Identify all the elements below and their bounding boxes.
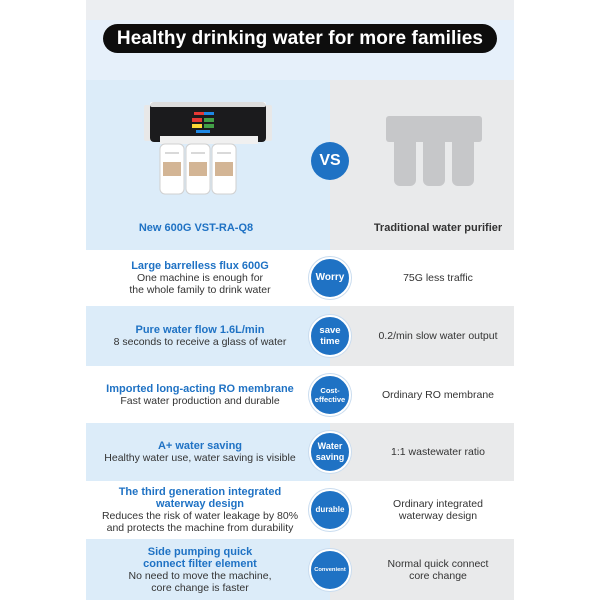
benefit-badge: Convenient	[309, 549, 351, 591]
traditional-text: Ordinary integrated waterway design	[393, 498, 483, 522]
new-product-label: New 600G VST-RA-Q8	[138, 222, 254, 234]
feature-title: Large barrelless flux 600G	[131, 260, 269, 272]
feature-description: Reduces the risk of water leakage by 80% and protects the machine from durability	[101, 510, 299, 534]
feature-title: Imported long-acting RO membrane	[106, 382, 294, 395]
comparison-row	[86, 539, 514, 600]
vs-badge: VS	[311, 142, 349, 180]
feature-text	[90, 306, 310, 366]
benefit-badge: save time	[309, 315, 351, 357]
traditional-text: Normal quick connect core change	[387, 557, 489, 582]
benefit-badge: Worry	[309, 257, 351, 299]
comparison-row	[86, 306, 514, 366]
comparison-row	[86, 481, 514, 539]
feature-text	[90, 481, 310, 539]
feature-title: The third generation integrated waterway design	[118, 486, 282, 510]
feature-title: Pure water flow 1.6L/min	[135, 324, 265, 336]
traditional-text: 0.2/min slow water output	[378, 330, 498, 342]
traditional-text: 1:1 wastewater ratio	[391, 446, 485, 458]
feature-text	[90, 423, 310, 481]
feature-description: Fast water production and durable	[120, 394, 280, 407]
feature-text	[90, 539, 310, 600]
page-title: Healthy drinking water for more families	[103, 24, 497, 53]
comparison-row	[86, 366, 514, 423]
water-purifier-machine-image	[144, 102, 272, 198]
comparison-row	[86, 423, 514, 481]
traditional-text: 75G less traffic	[403, 272, 473, 284]
feature-text	[90, 250, 310, 306]
feature-title: A+ water saving	[157, 440, 243, 452]
traditional-text: Ordinary RO membrane	[381, 388, 495, 401]
top-strip	[86, 0, 514, 20]
traditional-product-label: Traditional water purifier	[373, 222, 503, 234]
feature-text	[90, 366, 310, 423]
comparison-row	[86, 250, 514, 306]
benefit-badge: Cost- effective	[309, 374, 351, 416]
feature-description: No need to move the machine, core change is faster	[128, 569, 272, 594]
feature-title: Side pumping quick connect filter element	[143, 545, 257, 570]
benefit-badge: Water saving	[309, 431, 351, 473]
feature-description: Healthy water use, water saving is visible	[104, 452, 296, 464]
comparison-panel	[86, 0, 514, 600]
benefit-badge: durable	[309, 489, 351, 531]
feature-description: One machine is enough for the whole family to drink water	[129, 272, 271, 296]
traditional-purifier-silhouette	[386, 116, 482, 188]
feature-description: 8 seconds to receive a glass of water	[113, 336, 287, 348]
